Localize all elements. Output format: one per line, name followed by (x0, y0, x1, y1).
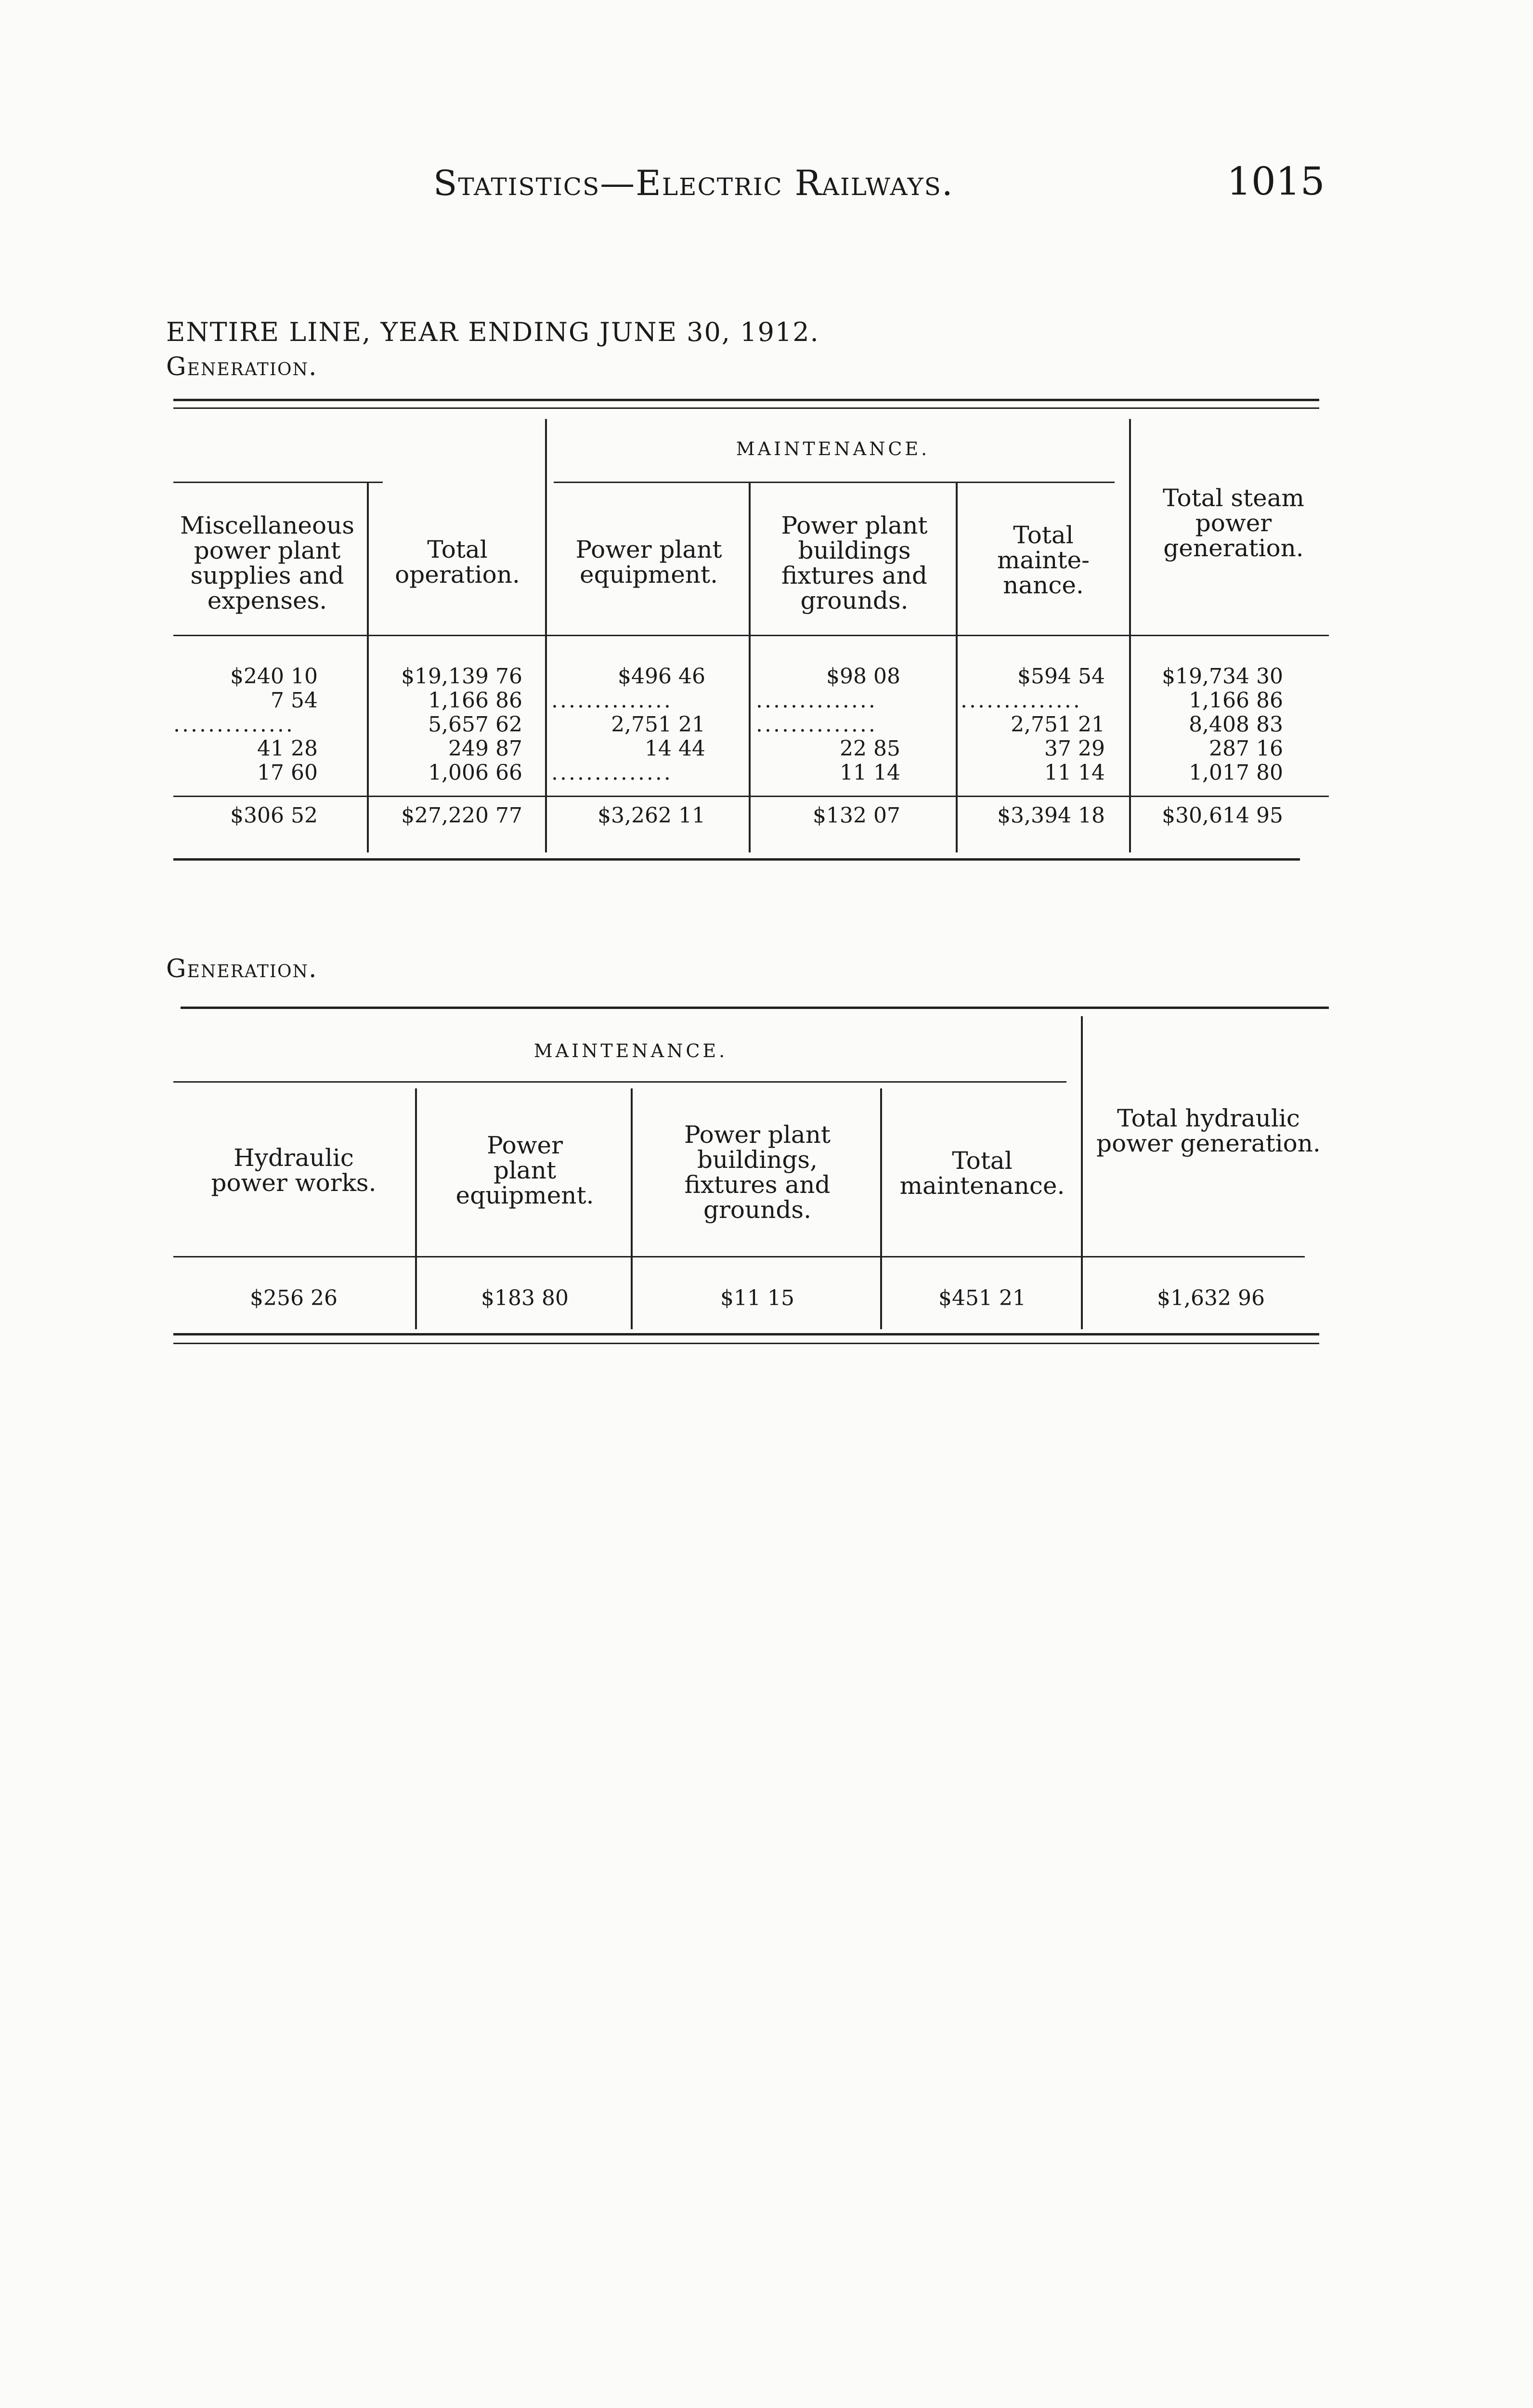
table2-caption: Generation. (166, 955, 318, 983)
table1-total-maintenance: $3,394 18 (997, 803, 1105, 828)
table-cell: 17 60 (257, 761, 318, 785)
table1-column-values (1136, 665, 1283, 785)
page-number: 1015 (1227, 159, 1325, 204)
table-cell: 11 14 (1044, 761, 1105, 785)
table-cell: 1,006 66 (428, 761, 522, 785)
table2-col-hydraulic-works: Hydraulic power works. (211, 1144, 377, 1197)
table1-col-total-operation: Total operation. (395, 536, 520, 589)
table-cell: 1,166 86 (1189, 689, 1283, 713)
table1-group-rule-left (173, 482, 383, 483)
table-cell: 11 14 (840, 761, 900, 785)
table1-col-plant-buildings: Power plant buildings fixtures and grounds. (781, 511, 928, 615)
table-cell: $240 10 (230, 665, 318, 689)
table2-bottom-rule-2 (173, 1343, 1319, 1344)
table-cell: 8,408 83 (1189, 713, 1283, 737)
table1-top-rule-2 (173, 407, 1319, 409)
table2-vrule (415, 1088, 417, 1329)
table1-col-total-steam: Total steam power generation. (1163, 484, 1304, 562)
table-cell: 14 44 (645, 737, 705, 761)
table-cell: 287 16 (1209, 737, 1283, 761)
section-title: ENTIRE LINE, YEAR ENDING JUNE 30, 1912. (166, 317, 819, 347)
table-cell: 7 54 (271, 689, 318, 713)
table2-group-rule (173, 1081, 1066, 1083)
table-cell: $98 08 (826, 665, 900, 689)
table1-header-rule (173, 635, 1329, 636)
table1-column-values (173, 665, 318, 785)
table2-value-plant-buildings: $11 15 (720, 1286, 794, 1310)
table-cell: $496 46 (618, 665, 705, 689)
table2-col-plant-equipment: Power plant equipment. (455, 1131, 594, 1209)
table-cell: 41 28 (257, 737, 318, 761)
table-cell: .............. (551, 689, 673, 713)
table1-col-misc-supplies: Miscellaneous power plant supplies and expenses. (180, 511, 354, 615)
running-head: Statistics—Electric Railways. (433, 163, 954, 203)
table-cell: 22 85 (840, 737, 900, 761)
table1-top-rule (173, 399, 1319, 401)
table2-col-total-hydraulic: Total hydraulic power generation. (1096, 1104, 1321, 1157)
table2-value-hydraulic-works: $256 26 (250, 1286, 338, 1310)
table2-value-plant-equipment: $183 80 (481, 1286, 569, 1310)
table-cell: .............. (756, 689, 877, 713)
table-cell: 37 29 (1044, 737, 1105, 761)
table1-total-misc: $306 52 (230, 803, 318, 828)
table1-column-values (961, 665, 1124, 785)
table1-column-values (376, 665, 522, 785)
table-cell: 1,166 86 (428, 689, 522, 713)
table1-maintenance-header: MAINTENANCE. (736, 438, 930, 459)
table2-value-total-hydraulic: $1,632 96 (1157, 1286, 1265, 1310)
table2-vrule (631, 1088, 633, 1329)
table-cell: $19,734 30 (1162, 665, 1283, 689)
table-cell: 1,017 80 (1189, 761, 1283, 785)
table-cell: .............. (551, 761, 673, 785)
table1-total-equipment: $3,262 11 (598, 803, 705, 828)
table1-caption: Generation. (166, 353, 318, 381)
table2-col-total-maintenance: Total maintenance. (899, 1147, 1065, 1200)
table2-maintenance-header: MAINTENANCE. (533, 1040, 728, 1061)
table2-col-plant-buildings: Power plant buildings, fixtures and grounds. (684, 1121, 831, 1224)
table2-vrule (1081, 1016, 1083, 1329)
table-cell: 2,751 21 (611, 713, 705, 737)
table-cell: .............. (173, 713, 295, 737)
table-cell: 249 87 (448, 737, 522, 761)
table-cell: $19,139 76 (401, 665, 522, 689)
table1-total-rule (173, 796, 1329, 797)
table2-top-rule (181, 1007, 1329, 1009)
table1-total-operation: $27,220 77 (401, 803, 522, 828)
table1-bottom-rule (173, 858, 1300, 861)
table-cell: 2,751 21 (1011, 713, 1105, 737)
table1-total-buildings: $132 07 (813, 803, 900, 828)
table2-header-rule (173, 1256, 1305, 1257)
table-cell: .............. (756, 713, 877, 737)
table1-group-rule-right (554, 482, 1115, 483)
table1-column-values (551, 665, 744, 785)
table1-col-total-maintenance: Total mainte- nance. (997, 521, 1090, 599)
table2-bottom-rule (173, 1333, 1319, 1335)
table-cell: .............. (961, 689, 1082, 713)
table2-vrule (880, 1088, 882, 1329)
table1-col-plant-equipment: Power plant equipment. (575, 536, 722, 589)
table1-column-values (756, 665, 948, 785)
table-cell: 5,657 62 (428, 713, 522, 737)
table2-value-total-maintenance: $451 21 (938, 1286, 1026, 1310)
table1-total-steam: $30,614 95 (1162, 803, 1283, 828)
table-cell: $594 54 (1017, 665, 1105, 689)
